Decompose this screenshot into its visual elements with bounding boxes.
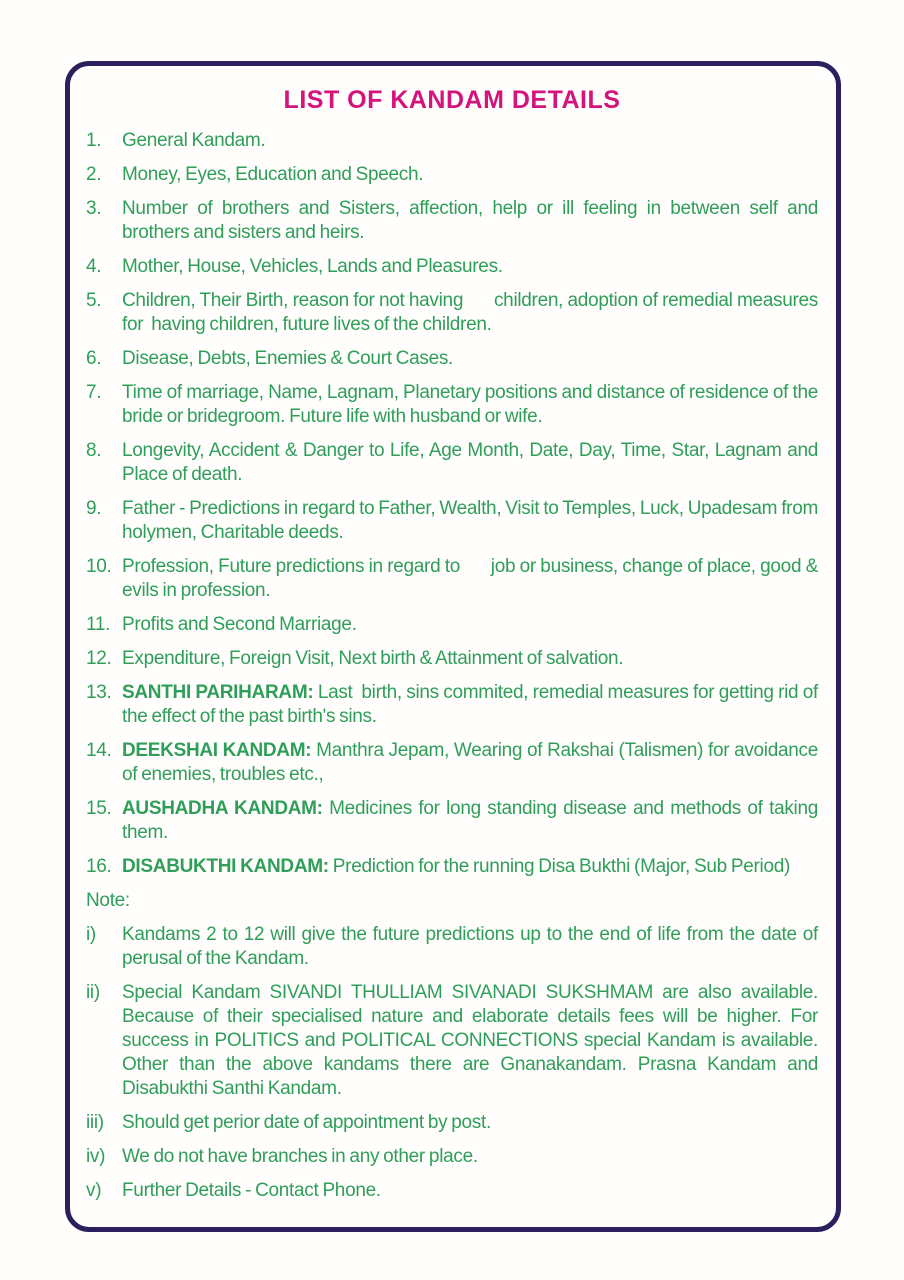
item-number: 9. [86,498,102,519]
item-text: Further Details - Contact Phone. [122,1180,381,1201]
item-text: Number of brothers and Sisters, affection, help or ill feeling in between self and brothers and sisters and heirs. [122,198,818,243]
list-item [86,289,818,337]
item-number: 15. [86,798,112,819]
item-text: Prediction for the running Disa Bukthi (Major, Sub Period) [328,856,791,877]
item-heading: DEEKSHAI KANDAM: [122,740,312,761]
list-item [86,197,818,245]
item-text: Kandams 2 to 12 will give the future predictions up to the end of life from the date of perusal of the Kandam. [122,924,818,969]
item-heading: DISABUKTHI KANDAM: [122,856,329,877]
item-text: Last birth, sins commited, remedial measures for getting rid of the effect of the past birth's sins. [122,682,818,727]
item-text: Expenditure, Foreign Visit, Next birth & Attainment of salvation. [122,648,624,669]
item-number: 11. [86,614,111,635]
item-number: 5. [86,290,102,311]
item-number: 3. [86,198,102,219]
item-text: Time of marriage, Name, Lagnam, Planetary positions and distance of residence of the bride or bridegroom. Future life with husband or wife. [122,382,818,427]
list-item [86,163,818,187]
item-heading: SANTHI PARIHARAM: [122,682,314,703]
item-number: 2. [86,164,102,185]
list-item [86,923,818,971]
item-text: Special Kandam SIVANDI THULLIAM SIVANADI SUKSHMAM are also available. Because of their specialised nature and elaborate details fees will be higher. For success in POLITICS and POLITICAL CONNECTIONS special Kandam is available. Other than the above kandams there are Gnanakandam. Prasna Kandam and Disabukthi Santhi Kandam. [122,982,818,1099]
list-item [86,555,818,603]
list-item [86,381,818,429]
item-text: Profits and Second Marriage. [122,614,357,635]
list-item [86,439,818,487]
item-text: Money, Eyes, Education and Speech. [122,164,424,185]
list-item [86,1179,818,1203]
note-label: Note: [86,890,130,911]
list-item [86,981,818,1101]
document-border-box [65,61,841,1232]
item-number: 12. [86,648,112,669]
item-number: 1. [86,130,102,151]
item-number: 10. [86,556,112,577]
item-number: ii) [86,982,100,1003]
item-number: 6. [86,348,102,369]
item-text: Manthra Jepam, Wearing of Rakshai (Talismen) for avoidance of enemies, troubles etc., [122,740,818,785]
list-item [86,1145,818,1169]
item-text: Children, Their Birth, reason for not having children, adoption of remedial measures for having children, future lives of the children. [122,290,818,335]
list-item [86,681,818,729]
item-text: We do not have branches in any other place. [122,1146,478,1167]
item-number: v) [86,1180,102,1201]
item-text: Mother, House, Vehicles, Lands and Pleasures. [122,256,503,277]
item-number: 14. [86,740,112,761]
notes-list [86,923,818,1203]
page-title: LIST OF KANDAM DETAILS [283,86,621,114]
list-item [86,647,818,671]
list-item [86,855,818,879]
list-item [86,613,818,637]
list-item [86,797,818,845]
kandam-list [86,129,818,879]
list-item [86,347,818,371]
item-text: Longevity, Accident & Danger to Life, Age Month, Date, Day, Time, Star, Lagnam and Place of death. [122,440,818,485]
item-text: Should get perior date of appointment by post. [122,1112,491,1133]
item-text: Profession, Future predictions in regard to job or business, change of place, good & evils in profession. [122,556,818,601]
item-number: iv) [86,1146,106,1167]
list-item [86,1111,818,1135]
list-item [86,739,818,787]
item-number: 13. [86,682,112,703]
item-number: iii) [86,1112,104,1133]
item-heading: AUSHADHA KANDAM: [122,798,323,819]
item-number: i) [86,924,96,945]
list-item [86,255,818,279]
item-text: General Kandam. [122,130,266,151]
item-text: Disease, Debts, Enemies & Court Cases. [122,348,454,369]
item-text: Father - Predictions in regard to Father, Wealth, Visit to Temples, Luck, Upadesam from holymen, Charitable deeds. [122,498,818,543]
list-item [86,129,818,153]
item-text: Medicines for long standing disease and methods of taking them. [122,798,818,843]
item-number: 8. [86,440,102,461]
item-number: 16. [86,856,112,877]
list-item [86,497,818,545]
item-number: 4. [86,256,102,277]
item-number: 7. [86,382,102,403]
